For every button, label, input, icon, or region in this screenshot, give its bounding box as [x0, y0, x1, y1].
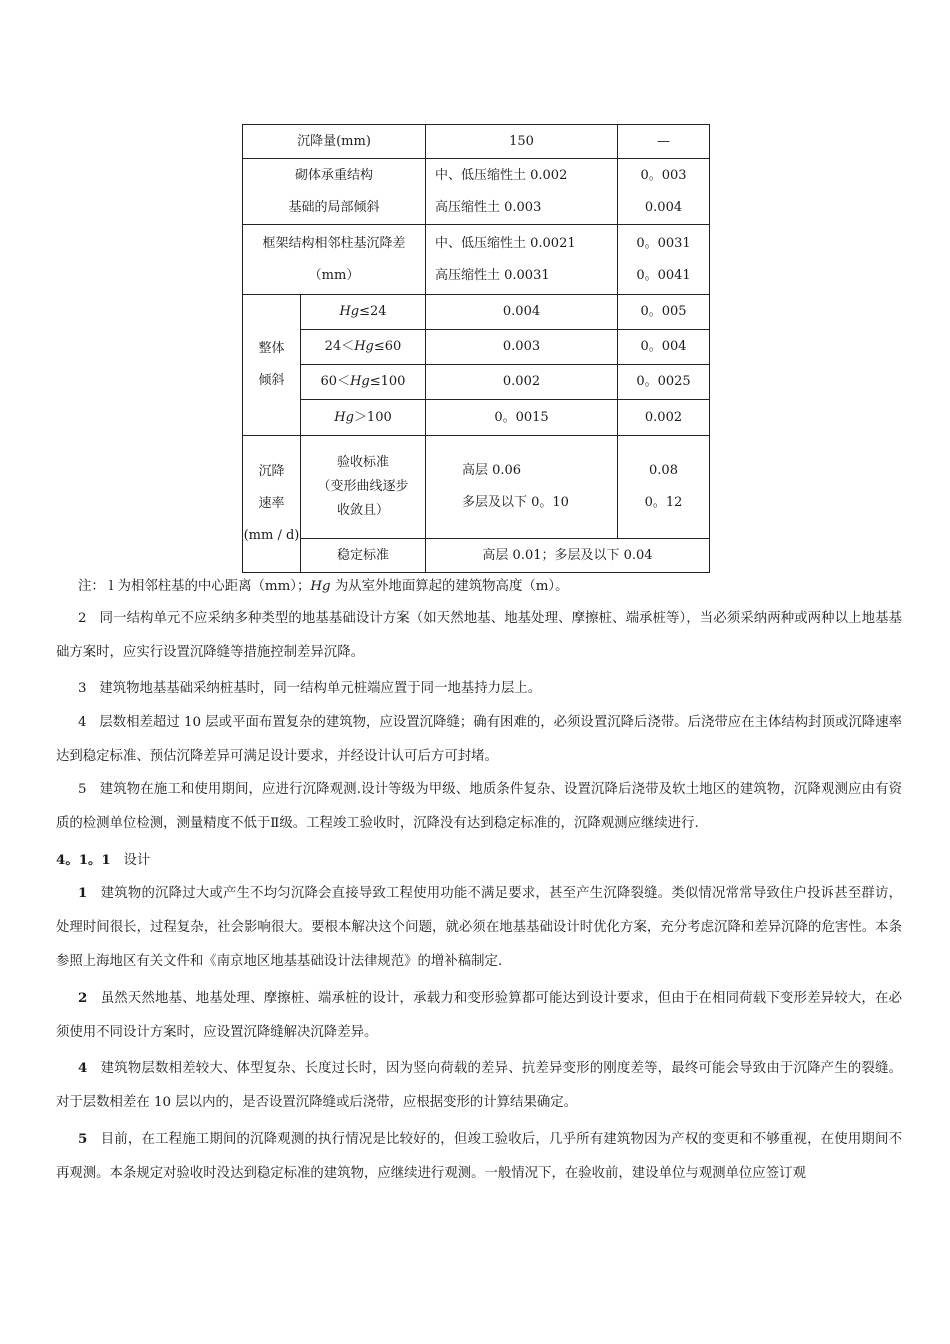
table-cell: 中、低压缩性土 0.002 高压缩性土 0.003 — [426, 159, 618, 225]
table-cell: 0.002 — [618, 400, 710, 436]
table-row — [243, 365, 710, 400]
table-cell: 框架结构相邻柱基沉降差 （mm） — [243, 225, 426, 295]
paragraph: 4 建筑物层数相差较大、体型复杂、长度过长时，因为竖向荷载的差异、抗差异变形的刚度差等，最终可能会导致由于沉降产生的裂缝。对于层数相差在 10 层以内的，是否设置沉降缝或后浇带，应根据变形的计算结果确定。 — [56, 1060, 902, 1110]
paragraph: 5 目前，在工程施工期间的沉降观测的执行情况是比较好的，但竣工验收后，几乎所有建筑物因为产权的变更和不够重视，在使用期间不再观测。本条规定对验收时没达到稳定标准的建筑物，应继续进行观测。一般情况下，在验收前，建设单位与观测单位应签订观 — [56, 1131, 902, 1181]
table-cell: 沉降量(mm) — [243, 125, 426, 159]
table-cell: — — [618, 125, 710, 159]
table-cell: 150 — [426, 125, 618, 159]
table-cell: 0。004 — [618, 330, 710, 365]
paragraph: 1 建筑物的沉降过大或产生不均匀沉降会直接导致工程使用功能不满足要求，甚至产生沉降裂缝。类似情况常常导致住户投诉甚至群访，处理时间很长，过程复杂，社会影响很大。要根本解决这个问题，就必须在地基基础设计时优化方案，充分考虑沉降和差异沉降的危害性。本条参照上海地区有关文件和《南京地区地基基础设计法律规范》的增补稿制定. — [56, 885, 902, 969]
table-row — [243, 125, 710, 159]
table-row — [243, 225, 710, 295]
table-cell: 0.08 0。12 — [618, 436, 710, 539]
table-row — [243, 295, 710, 330]
table-row — [243, 436, 710, 539]
table-cell: 0.004 — [426, 295, 618, 330]
table-cell: 砌体承重结构 基础的局部倾斜 — [243, 159, 426, 225]
paragraph: 2 同一结构单元不应采纳多种类型的地基基础设计方案（如天然地基、地基处理、摩擦桩、端承桩等），当必须采纳两种或两种以上地基基础方案时，应实行设置沉降缝等措施控制差异沉降。 — [56, 611, 902, 660]
settlement-limits-table — [242, 124, 710, 573]
paragraph: 4 层数相差超过 10 层或平面布置复杂的建筑物，应设置沉降缝；确有困难的，必须设置沉降后浇带。后浇带应在主体结构封顶或沉降速率达到稳定标准、预估沉降差异可满足设计要求，并经设计认可后方可封堵。 — [56, 715, 902, 764]
table-row — [243, 330, 710, 365]
table-cell: 高层 0.06 多层及以下 0。10 — [426, 436, 618, 539]
table-cell: 0。003 0.004 — [618, 159, 710, 225]
table-cell: 0。005 — [618, 295, 710, 330]
table-cell: 高层 0.01；多层及以下 0.04 — [426, 539, 710, 573]
paragraph: 3 建筑物地基基础采纳桩基时，同一结构单元桩端应置于同一地基持力层上。 — [78, 681, 542, 696]
table-cell: 沉降 速率 (mm / d) — [243, 436, 301, 573]
table-row — [243, 400, 710, 436]
table-note: 注： l 为相邻柱基的中心距离（mm）；Hg 为从室外地面算起的建筑物高度（m）。 — [78, 579, 569, 594]
table-cell: 0.002 — [426, 365, 618, 400]
table-cell: 0。0015 — [426, 400, 618, 436]
table-row — [243, 539, 710, 573]
table-cell: 60＜Hg≤100 — [301, 365, 426, 400]
paragraph: 5 建筑物在施工和使用期间，应进行沉降观测.设计等级为甲级、地质条件复杂、设置沉降后浇带及软土地区的建筑物，沉降观测应由有资质的检测单位检测，测量精度不低于Ⅱ级。工程竣工验收时，沉降没有达到稳定标准的，沉降观测应继续进行. — [56, 782, 902, 831]
table-cell: 稳定标准 — [301, 539, 426, 573]
table-row — [243, 159, 710, 225]
section-heading: 4。1。1 设计 — [56, 852, 151, 868]
paragraph: 2 虽然天然地基、地基处理、摩擦桩、端承桩的设计，承载力和变形验算都可能达到设计要求，但由于在相同荷载下变形差异较大，在必须使用不同设计方案时，应设置沉降缝解决沉降差异。 — [56, 990, 902, 1040]
table-cell: Hg≤24 — [301, 295, 426, 330]
table-cell: 0。0031 0。0041 — [618, 225, 710, 295]
table-cell: 0。0025 — [618, 365, 710, 400]
table-cell: 24＜Hg≤60 — [301, 330, 426, 365]
table-cell: 中、低压缩性土 0.0021 高压缩性土 0.0031 — [426, 225, 618, 295]
table-cell: 整体 倾斜 — [243, 295, 301, 436]
table-cell: Hg＞100 — [301, 400, 426, 436]
table-cell: 验收标准 （变形曲线逐步 收敛且） — [301, 436, 426, 539]
table-cell: 0.003 — [426, 330, 618, 365]
